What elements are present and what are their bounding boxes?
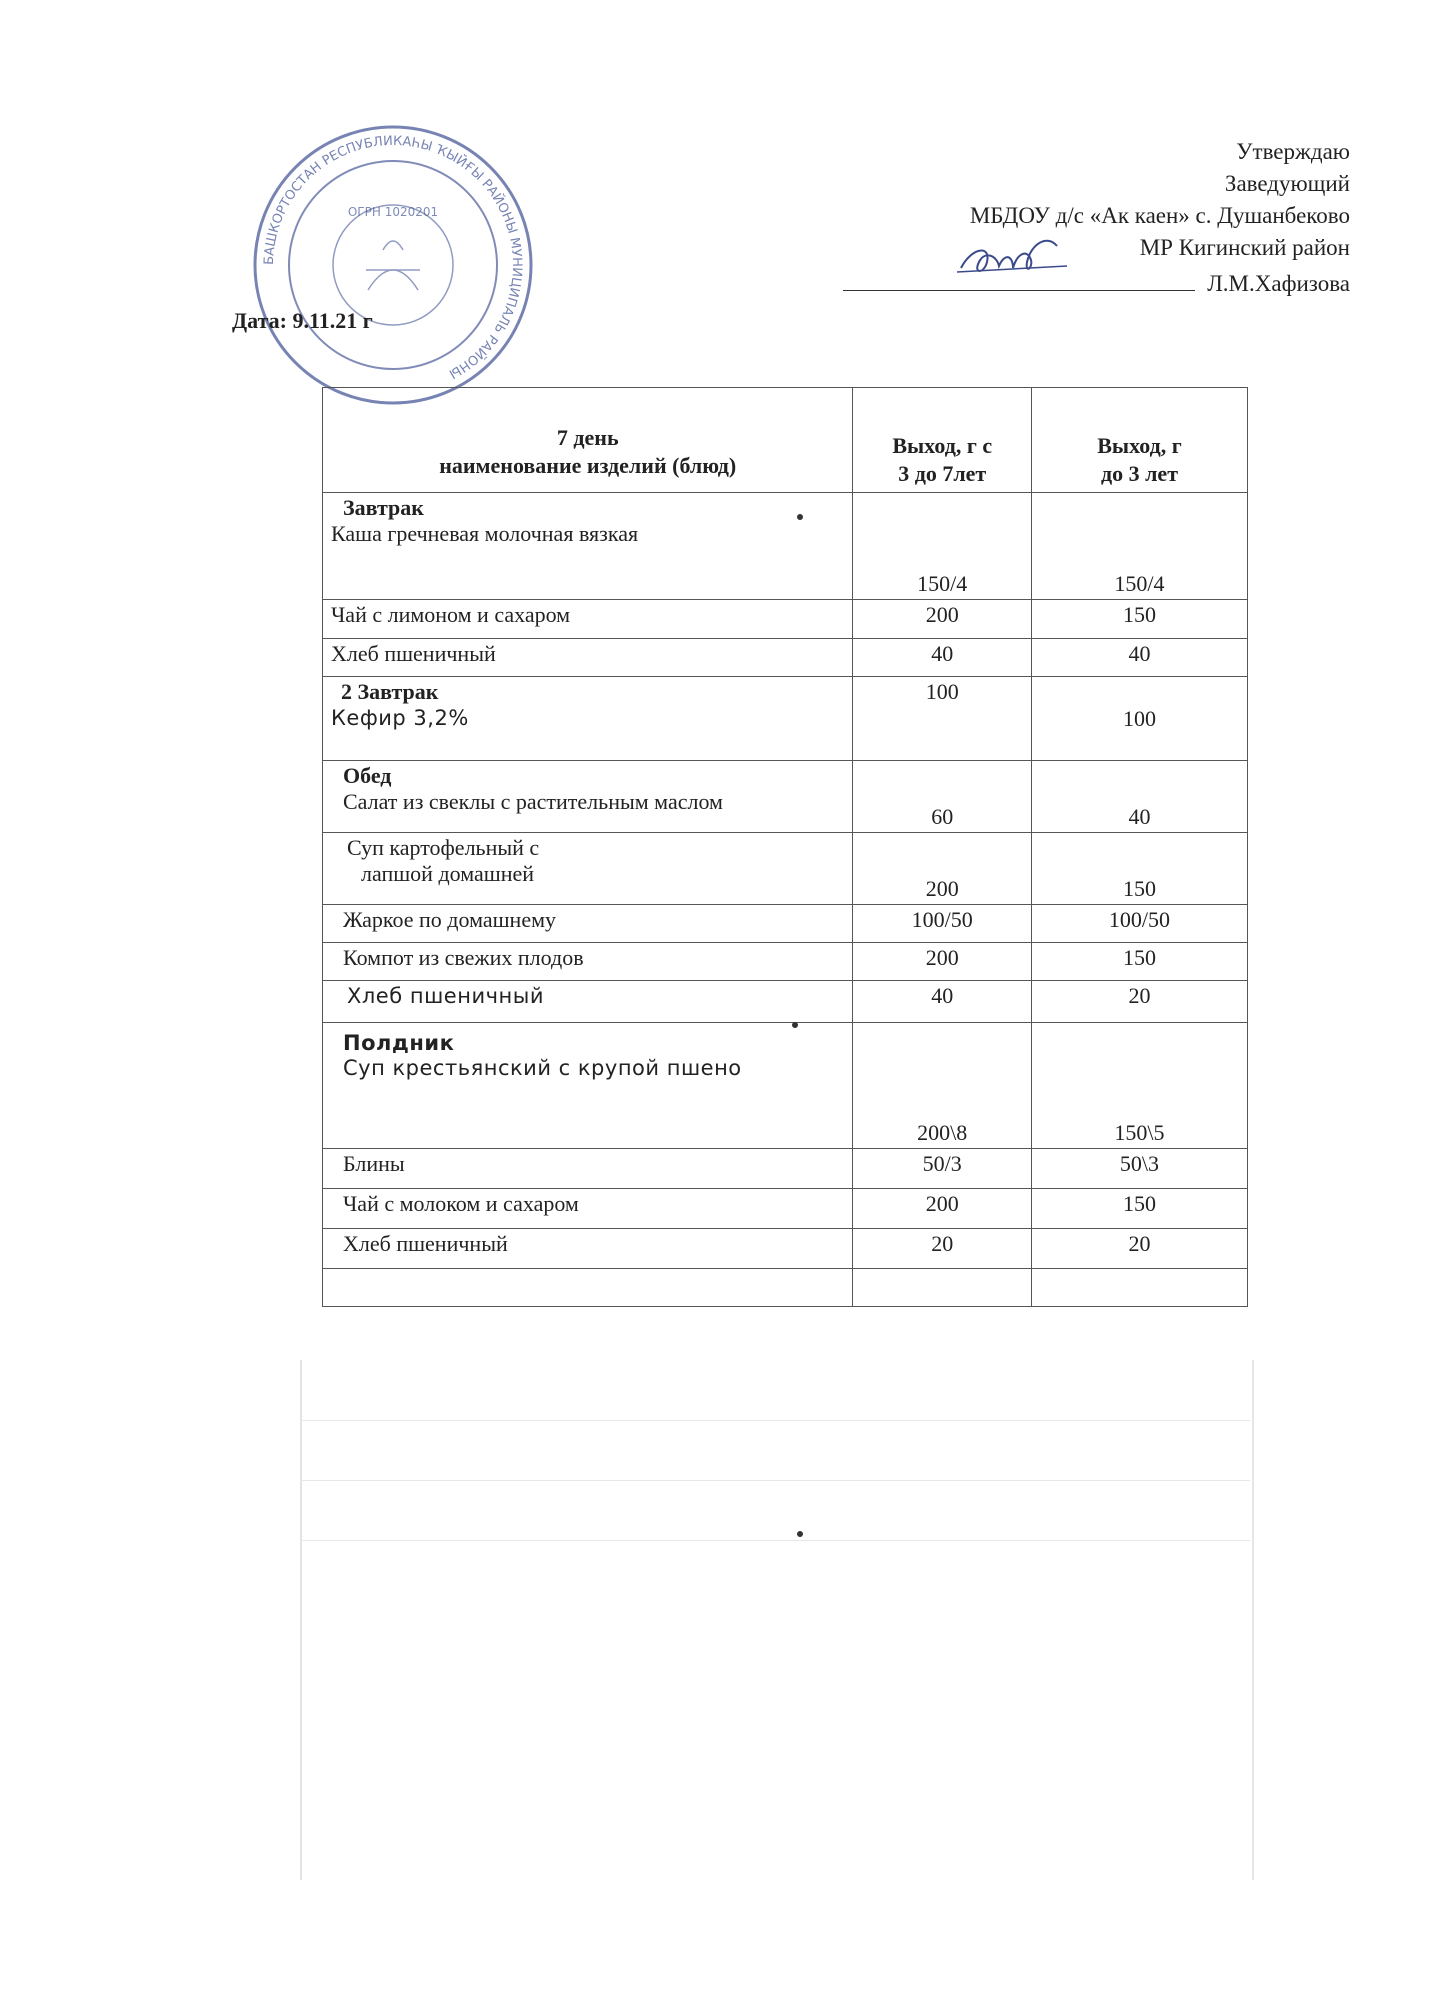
meal-title: Обед	[343, 763, 392, 788]
table-row	[323, 677, 1248, 761]
portion-cell: 200	[853, 1189, 1031, 1229]
stamp-inner-text: ОГРН 1020201	[347, 205, 439, 219]
portion-cell: 200	[853, 833, 1031, 905]
table-row-empty	[323, 1269, 1248, 1307]
dish-cell: Чай с лимоном и сахаром	[323, 600, 853, 639]
portion-cell: 50\3	[1031, 1149, 1247, 1189]
scan-speck	[792, 1022, 798, 1028]
bleed-through-line	[300, 1420, 1250, 1421]
portion-cell: 40	[1031, 761, 1247, 833]
header-dish-name: 7 день наименование изделий (блюд)	[323, 388, 853, 493]
portion-cell: 150/4	[853, 493, 1031, 600]
table-row	[323, 600, 1248, 639]
header-portion-3-7: Выход, г с 3 до 7лет	[853, 388, 1031, 493]
table-row	[323, 639, 1248, 677]
handwritten-signature	[953, 238, 1073, 282]
portion-cell: 150	[1031, 600, 1247, 639]
portion-cell: 150	[1031, 943, 1247, 981]
portion-cell: 60	[853, 761, 1031, 833]
approval-district: МР Кигинский район	[1139, 235, 1350, 260]
table-row	[323, 1023, 1248, 1149]
empty-cell	[853, 1269, 1031, 1307]
bleed-through-line	[300, 1540, 1250, 1541]
signer-name: Л.М.Хафизова	[1207, 271, 1350, 296]
menu-table	[322, 387, 1248, 1307]
portion-cell: 100/50	[1031, 905, 1247, 943]
empty-cell	[323, 1269, 853, 1307]
dish-cell: Суп картофельный с лапшой домашней	[323, 833, 853, 905]
scan-speck	[797, 514, 803, 520]
approval-title: Утверждаю	[1236, 139, 1350, 164]
official-stamp	[248, 120, 538, 410]
meal-title: Завтрак	[343, 495, 424, 520]
dish-cell: Хлеб пшеничный	[323, 981, 853, 1023]
portion-cell: 50/3	[853, 1149, 1031, 1189]
portion-cell: 40	[853, 981, 1031, 1023]
table-row	[323, 1149, 1248, 1189]
table-row	[323, 493, 1248, 600]
portion-cell: 40	[1031, 639, 1247, 677]
table-row	[323, 943, 1248, 981]
dish-cell: Чай с молоком и сахаром	[323, 1189, 853, 1229]
signature-row	[790, 264, 1350, 300]
portion-cell: 150	[1031, 1189, 1247, 1229]
table-row	[323, 1189, 1248, 1229]
portion-cell: 20	[1031, 1229, 1247, 1269]
bleed-through-line	[300, 1480, 1250, 1481]
portion-cell: 200	[853, 943, 1031, 981]
portion-cell: 20	[853, 1229, 1031, 1269]
portion-cell: 200\8	[853, 1023, 1031, 1149]
dish-cell: Хлеб пшеничный	[323, 1229, 853, 1269]
portion-cell: 150/4	[1031, 493, 1247, 600]
dish-cell: 2 Завтрак Кефир 3,2%	[323, 677, 853, 761]
table-row	[323, 905, 1248, 943]
dish-cell: Жаркое по домашнему	[323, 905, 853, 943]
approval-block	[790, 136, 1350, 300]
table-row	[323, 833, 1248, 905]
signature-line	[843, 264, 1195, 291]
portion-cell: 150\5	[1031, 1023, 1247, 1149]
portion-cell: 40	[853, 639, 1031, 677]
portion-cell: 200	[853, 600, 1031, 639]
approval-position: Заведующий	[1224, 171, 1350, 196]
dish-cell: Обед Салат из свеклы с растительным маслом	[323, 761, 853, 833]
document-date: Дата: 9.11.21 г	[232, 308, 373, 333]
bleed-through-frame	[300, 1360, 1254, 1880]
table-row	[323, 981, 1248, 1023]
stamp-outer-text: БАШКОРТОСТАН РЕСПУБЛИКАҺЫ ҠЫЙҒЫ РАЙОНЫ МУНИЦИПАЛЬ РАЙОНЫ	[261, 133, 525, 382]
portion-cell: 150	[1031, 833, 1247, 905]
meal-title: 2 Завтрак	[341, 679, 439, 704]
table-row	[323, 1229, 1248, 1269]
portion-cell: 20	[1031, 981, 1247, 1023]
table-header-row	[323, 388, 1248, 493]
portion-cell: 100	[1031, 677, 1247, 761]
portion-cell: 100/50	[853, 905, 1031, 943]
dish-cell: Блины	[323, 1149, 853, 1189]
meal-title: Полдник	[343, 1031, 455, 1055]
dish-cell: Компот из свежих плодов	[323, 943, 853, 981]
dish-cell: Хлеб пшеничный	[323, 639, 853, 677]
table-row	[323, 761, 1248, 833]
header-portion-under-3: Выход, г до 3 лет	[1031, 388, 1247, 493]
approval-institution: МБДОУ д/с «Ак каен» с. Душанбеково	[969, 203, 1350, 228]
portion-cell: 100	[853, 677, 1031, 761]
scan-speck	[797, 1531, 803, 1537]
empty-cell	[1031, 1269, 1247, 1307]
dish-cell: Завтрак Каша гречневая молочная вязкая	[323, 493, 853, 600]
dish-cell: Полдник Суп крестьянский с крупой пшено	[323, 1023, 853, 1149]
